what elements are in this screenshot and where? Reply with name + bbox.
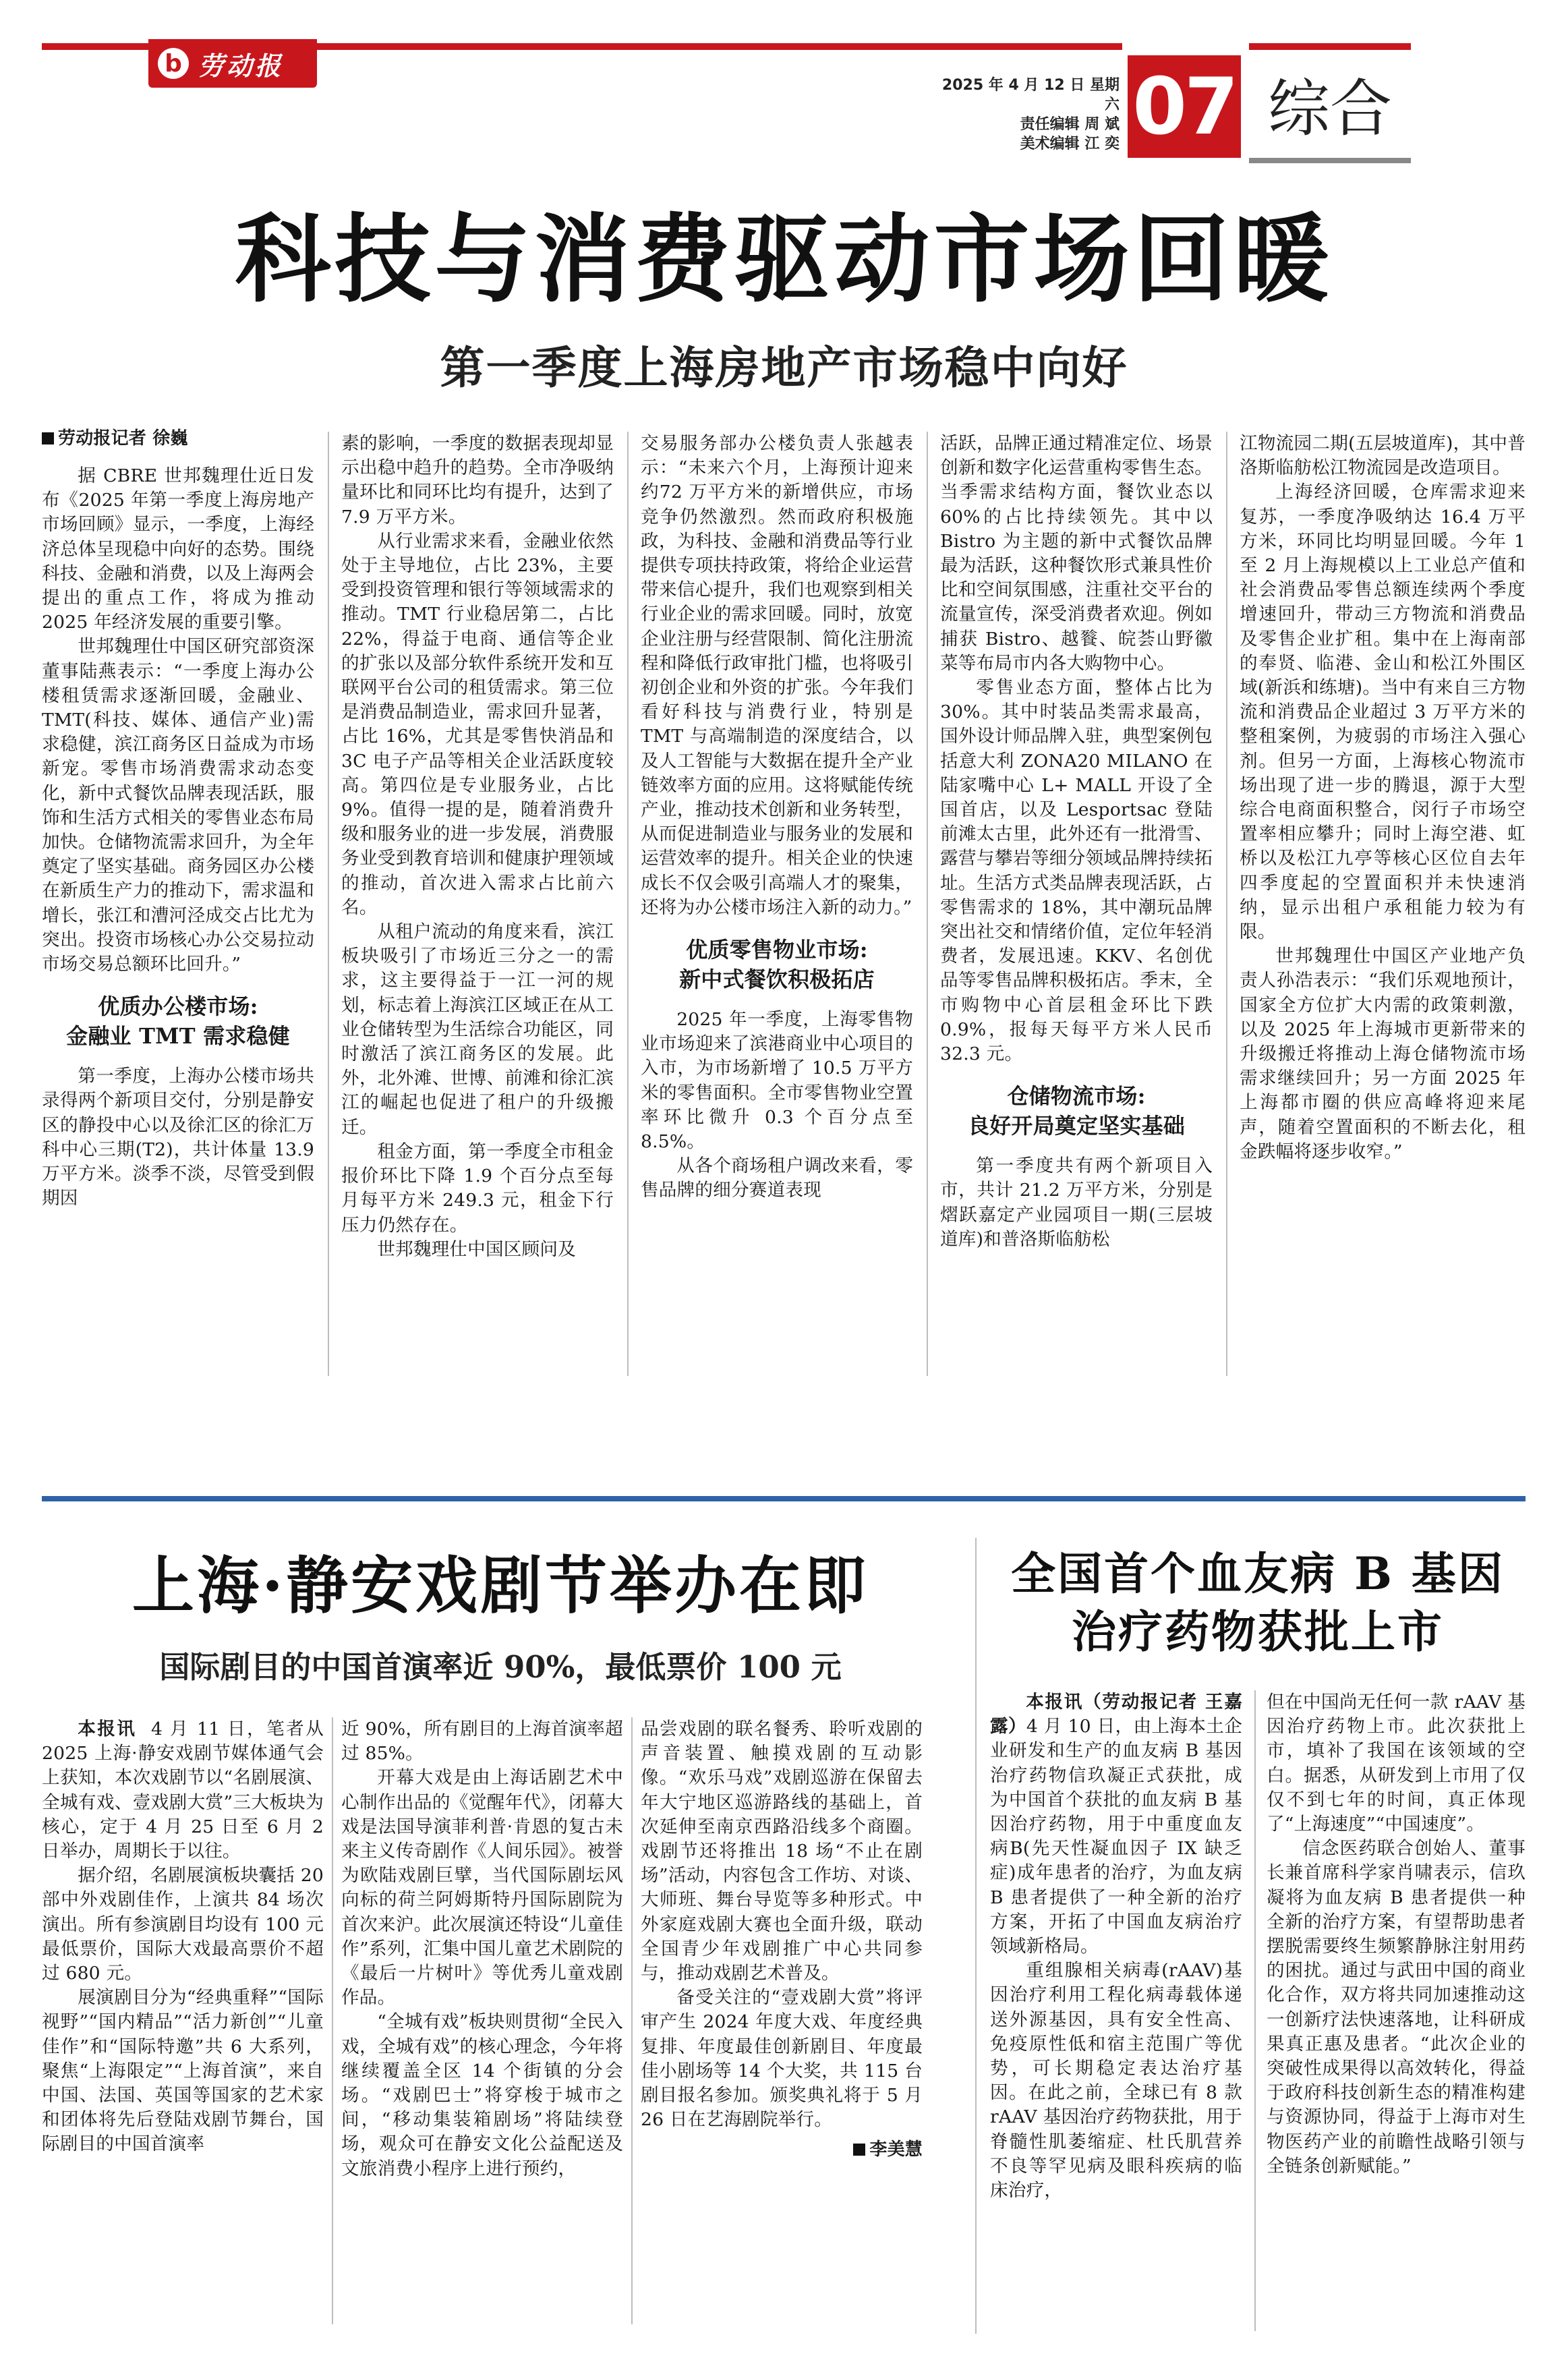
- section-divider: [42, 1496, 1526, 1501]
- article1-c3-text: [641, 432, 913, 920]
- byline-square-icon: [42, 432, 54, 444]
- article2-c1-first: 4 月 11 日，笔者从 2025 上海·静安戏剧节媒体通气会上获知，本次戏剧节以“名剧展演、全城有戏、壹戏剧大赏”三大板块为核心，定于 4 月 25 日至 6 月 2 日举办，周期长于以往。: [42, 1719, 324, 1862]
- article1-c1b-text: [42, 1064, 314, 1211]
- article2-c1-para-2: 据介绍，名剧展演板块囊括 20 部中外戏剧佳作，上演共 84 场次演出。所有参演剧目均设有 100 元最低票价，国际大戏最高票价不超过 680 元。: [42, 1865, 324, 1984]
- article2-lead: 本报讯: [78, 1719, 137, 1740]
- paragraph: 第一季度共有两个新项目入市，共计 21.2 万平方米，分别是熠跃嘉定产业园项目一期(三层坡道库)和普洛斯临舫松: [940, 1155, 1213, 1250]
- paragraph: 租金方面，第一季度全市租金报价环比下降 1.9 个百分点至每月每平方米 249.3 元，租金下行压力仍然存在。: [341, 1141, 614, 1236]
- article1-subtitle: 第一季度上海房地产市场稳中向好: [440, 341, 1128, 394]
- responsible-editor: 责任编辑 周 斌: [1020, 116, 1120, 133]
- paragraph: 从各个商场租户调改来看，零售品牌的细分赛道表现: [641, 1155, 913, 1201]
- article1-column-2: [341, 432, 614, 1383]
- paragraph: 世邦魏理仕中国区顾问及: [377, 1238, 576, 1260]
- article2-c3-text: [641, 1717, 923, 2132]
- column-divider: [332, 1717, 333, 2324]
- article1-c2-text: [341, 432, 614, 1262]
- section-underline: [1249, 158, 1411, 163]
- article3-c1-para-2: 重组腺相关病毒(rAAV)基因治疗利用工程化病毒载体递送外源基因，具有安全性高、免疫原性低和宿主范围广等优势，可长期稳定表达治疗基因。在此之前，全球已有 8 款 rAAV 基因治疗药物获批，用于脊髓性肌萎缩症、杜氏肌营养不良等罕见病及眼科疾病的临床治疗，: [990, 1960, 1242, 2202]
- article3-lead: 本报讯（劳动报记者 王嘉露）: [990, 1692, 1242, 1737]
- paragraph: 从租户流动的角度来看，滨江板块吸引了市场近三分之一的需求，这主要得益于一江一河的规划，标志着上海滨江区域正在从工业仓储转型为生活综合功能区，同时激活了滨江商务区的发展。此外，北外滩、世博、前滩和徐汇滨江的崛起也促进了租户的升级搬迁。: [341, 921, 614, 1138]
- article2-c2-text: [341, 1717, 623, 2181]
- article3-column-2: [1267, 1690, 1526, 2338]
- byline-text: 劳动报记者 徐巍: [58, 428, 188, 449]
- paragraph: 据 CBRE 世邦魏理仕近日发布《2025 年第一季度上海房地产市场回顾》显示，一季度，上海经济总体呈现稳中向好的态势。围绕科技、金融和消费，以及上海两会提出的重点工作，将成为推动 2025 年经济发展的重要引擎。: [42, 465, 314, 633]
- paragraph: 但在中国尚无任何一款 rAAV 基因治疗药物上市。此次获批上市，填补了我国在该领域的空白。据悉，从研发到上市用了仅仅不到七年的时间，真正体现了“上海速度”“中国速度”。: [1267, 1692, 1526, 1835]
- paragraph: 世邦魏理仕中国区产业地产负责人孙浩表示：“我们乐观地预计，国家全方位扩大内需的政策刺激，以及 2025 年上海城市更新带来的升级搬迁将推动上海仓储物流市场需求继续回升；另一方面 2025 年上海都市圈的供应高峰将迎来尾声，随着空置面积的不断去化，租金跌幅将逐步收窄。”: [1240, 946, 1526, 1162]
- article1-c1-text: [42, 464, 314, 977]
- paragraph: 世邦魏理仕中国区研究部资深董事陆燕表示：“一季度上海办公楼租赁需求逐渐回暖，金融业、TMT(科技、媒体、通信产业)需求稳健，滨江商务区日益成为市场新宠。零售市场消费需求动态变化，新中式餐饮品牌表现活跃，服饰和生活方式相关的零售业态布局加快。仓储物流需求回升，为全年奠定了坚实基础。商务园区办公楼在新质生产力的推动下，需求温和增长，张江和漕河泾成交占比尤为突出。投资市场核心办公交易拉动市场交易总额环比回升。”: [42, 636, 314, 975]
- paragraph: 上海经济回暖，仓库需求迎来复苏，一季度净吸纳达 16.4 万平方米，环同比均明显回暖。今年 1 至 2 月上海规模以上工业总产值和社会消费品零售总额连续两个季度增速回升，带动三方物流和消费品及零售企业扩租。集中在上海南部的奉贤、临港、金山和松江外围区域(新浜和练塘)。当中有来自三方物流和消费品企业超过 3 万平方米的整租案例，为疲弱的市场注入强心剂。但另一方面，上海核心物流市场出现了进一步的腾退，源于大型综合电商面积整合，闵行子市场空置率相应攀升；同时上海空港、虹桥以及松江九亭等核心区位自去年四季度起的空置面积并未快速消纳，显示出租户承租能力较为有限。: [1240, 482, 1526, 943]
- article2-c1-para-3: 展演剧目分为“经典重释”“国际视野”“国内精品”“活力新创”“儿童佳作”和“国际特邀”共 6 大系列，聚焦“上海限定”“上海首演”，来自中国、法国、英国等国家的艺术家和团体将先后登陆戏剧节舞台，国际剧目的中国首演率: [42, 1987, 324, 2155]
- article2-sign: [641, 2136, 923, 2163]
- article1-c5-text: [1240, 432, 1526, 1164]
- article1-c4-text: [940, 432, 1213, 1066]
- column-divider: [328, 432, 329, 1376]
- article1-title: 科技与消费驱动市场回暖: [235, 204, 1333, 316]
- column-divider: [627, 432, 629, 1376]
- article3-c1-first: 4 月 10 日，由上海本土企业研发和生产的血友病 B 基因治疗药物信玖凝正式获批，成为中国首个获批的血友病 B 基因治疗药物，用于中重度血友病B(先天性凝血因子 IX 缺乏症)成年患者的治疗，为血友病 B 患者提供了一种全新的治疗方案，开拓了中国血友病治疗领域新格局。: [990, 1716, 1242, 1957]
- article2-column-1: [42, 1717, 324, 2338]
- article2-subtitle: 国际剧目的中国首演率近 90%，最低票价 100 元: [159, 1649, 842, 1685]
- article1-column-3: [641, 432, 913, 1383]
- subhead-office: 优质办公楼市场: 金融业 TMT 需求稳健: [66, 994, 290, 1050]
- column-divider: [1226, 432, 1227, 1376]
- article2-lead-para: [42, 1717, 324, 1864]
- article1-column-1: [42, 425, 314, 1383]
- article3-column-1: [990, 1690, 1242, 2338]
- paragraph: 交易服务部办公楼负责人张越表示：“未来六个月，上海预计迎来约72 万平方米的新增供应，市场竞争仍然激烈。然而政府积极施政，为科技、金融和消费品等行业提供专项扶持政策，将给企业运营带来信心提升，我们也观察到相关行业企业的需求回暖。同时，放宽企业注册与经营限制、简化注册流程和降低行政审批门槛，也将吸引初创企业和外资的扩张。今年我们看好科技与消费行业，特别是 TMT 与高端制造的深度结合，以及人工智能与大数据在提升全产业链效率方面的应用。这将赋能传统产业，推动技术创新和业务转型，从而促进制造业与服务业的发展和运营效率的提升。相关企业的快速成长不仅会吸引高端人才的聚集，还将为办公楼市场注入新的动力。”: [641, 433, 913, 918]
- article2-title: 上海·静安戏剧节举办在即: [132, 1549, 869, 1622]
- paragraph: 开幕大戏是由上海话剧艺术中心制作出品的《觉醒年代》，闭幕大戏是法国导演菲利普·肯恩的复古未来主义传奇剧作《人间乐园》。被誉为欧陆戏剧巨擘，当代国际剧坛风向标的荷兰阿姆斯特丹国际剧院为首次来沪。此次展演还特设“儿童佳作”系列，汇集中国儿童艺术剧院的《最后一片树叶》等优秀儿童戏剧作品。: [341, 1767, 623, 2009]
- paragraph: 品尝戏剧的联名餐秀、聆听戏剧的声音装置、触摸戏剧的互动影像。“欢乐马戏”戏剧巡游在保留去年大宁地区巡游路线的基础上，首次延伸至南京西路沿线多个商圈。戏剧节还将推出 18 场“不止在剧场”活动，内容包含工作坊、对谈、大师班、舞台导览等多种形式。中外家庭戏剧大赛也全面升级，联动全国青少年戏剧推广中心共同参与，推动戏剧艺术普及。: [641, 1719, 923, 1984]
- page-number: 07: [1128, 55, 1241, 158]
- column-divider: [1254, 1690, 1256, 2331]
- sign-square-icon: [853, 2144, 865, 2156]
- issue-date: 2025 年 4 月 12 日 星期六: [941, 77, 1120, 113]
- paragraph: 近 90%，所有剧目的上海首演率超过 85%。: [341, 1719, 623, 1764]
- article1-c4b-text: [940, 1154, 1213, 1252]
- article3-title: 全国首个血友病 B 基因 治疗药物获批上市: [1011, 1547, 1505, 1658]
- paragraph: 江物流园二期(五层坡道库)，其中普洛斯临舫松江物流园是改造项目。: [1240, 433, 1526, 479]
- issue-meta: [931, 76, 1120, 154]
- paragraph: 2025 年一季度，上海零售物业市场迎来了滨港商业中心项目的入市，为市场新增了 10.5 万平方米的零售面积。全市零售物业空置率环比微升 0.3 个百分点至 8.5%。: [641, 1009, 913, 1153]
- article-divider: [975, 1538, 977, 2334]
- subhead-retail: 优质零售物业市场: 新中式餐饮积极拓店: [679, 937, 875, 993]
- paragraph: 第一季度，上海办公楼市场共录得两个新项目交付，分别是静安区的静投中心以及徐汇区的徐汇万科中心三期(T2)，共计体量 13.9 万平方米。淡季不淡，尽管受到假期因: [42, 1066, 314, 1209]
- article1-byline: [42, 425, 314, 452]
- article1-c3b-text: [641, 1008, 913, 1203]
- paragraph: “全城有戏”板块则贯彻“全民入戏，全城有戏”的核心理念，今年将继续覆盖全区 14 个街镇的分会场。“戏剧巴士”将穿梭于城市之间，“移动集装箱剧场”将陆续登场，观众可在静安文化公益配送及文旅消费小程序上进行预约，: [341, 2011, 623, 2179]
- article1-column-4: [940, 432, 1213, 1383]
- art-editor: 美术编辑 江 奕: [1020, 136, 1120, 152]
- article2-column-3: [641, 1717, 923, 2338]
- article3-lead-para: [990, 1690, 1242, 1959]
- logo-icon: b: [158, 48, 189, 79]
- article2-column-2: [341, 1717, 623, 2338]
- article3-c2-text: [1267, 1690, 1526, 2179]
- subhead-logistics: 仓储物流市场: 良好开局奠定坚实基础: [967, 1083, 1185, 1139]
- column-divider: [927, 432, 928, 1376]
- article1-column-5: [1240, 432, 1526, 1383]
- paragraph: 零售业态方面，整体占比为 30%。其中时装品类需求最高，国外设计师品牌入驻，典型案例包括意大利 ZONA20 MILANO 在陆家嘴中心 L+ MALL 开设了全国首店，以及 Lesportsac 登陆前滩太古里，此外还有一批滑雪、露营与攀岩等细分领域品牌持续拓址。生活方式类品牌表现活跃，占零售需求的 18%，其中潮玩品牌突出社交和情绪价值，定位年轻消费者，发展迅速。KKV、名创优品等零售品牌积极拓店。季末，全市购物中心首层租金环比下跌 0.9%，报每天每平方米人民币 32.3 元。: [940, 677, 1213, 1065]
- paragraph: 活跃，品牌正通过精准定位、场景创新和数字化运营重构零售生态。当季需求结构方面，餐饮业态以 60%的占比持续领先。其中以 Bistro 为主题的新中式餐饮品牌最为活跃，这种餐饮形式兼具性价比和空间氛围感，注重社交平台的流量宣传，深受消费者欢迎。例如捕获 Bistro、越餮、皖荟山野徽菜等布局市内各大购物中心。: [940, 433, 1213, 674]
- paragraph: 信念医药联合创始人、董事长兼首席科学家肖啸表示，信玖凝将为血友病 B 患者提供一种全新的治疗方案，有望帮助患者摆脱需要终生频繁静脉注射用药的困扰。通过与武田中国的商业化合作，双方将共同加速推动这一创新疗法快速落地，让科研成果真正惠及患者。“此次企业的突破性成果得以高效转化，得益于政府科技创新生态的精准构建与资源协同，得益于上海市对生物医药产业的前瞻性战略引领与全链条创新赋能。”: [1267, 1838, 1526, 2177]
- paragraph: 素的影响，一季度的数据表现却显示出稳中趋升的趋势。全市净吸纳量环比和同环比均有提升，达到了 7.9 万平方米。: [341, 433, 614, 527]
- section-name: 综合: [1249, 43, 1411, 158]
- sign-text: 李美慧: [869, 2139, 923, 2160]
- column-divider: [631, 1717, 633, 2324]
- paragraph: 从行业需求来看，金融业依然处于主导地位，占比 23%，主要受到投资管理和银行等领域需求的推动。TMT 行业稳居第二，占比 22%，得益于电商、通信等企业的扩张以及部分软件系统开发和互联网平台公司的租赁需求。第三位是消费品制造业，需求回升显著，占比 16%，尤其是零售快消品和 3C 电子产品等相关企业活跃度较高。第四位是专业服务业，占比 9%。值得一提的是，随着消费升级和服务业的进一步发展，消费服务业受到教育培训和健康护理领域的推动，首次进入需求占比前六名。: [341, 530, 614, 918]
- newspaper-logo: [148, 39, 317, 88]
- newspaper-name: 劳动报: [198, 50, 284, 81]
- paragraph: 备受关注的“壹戏剧大赏”将评审产生 2024 年度大戏、年度经典复排、年度最佳创新剧目、年度最佳小剧场等 14 个大奖，共 115 台剧目报名参加。颁奖典礼将于 5 月 26 日在艺海剧院举行。: [641, 1987, 923, 2131]
